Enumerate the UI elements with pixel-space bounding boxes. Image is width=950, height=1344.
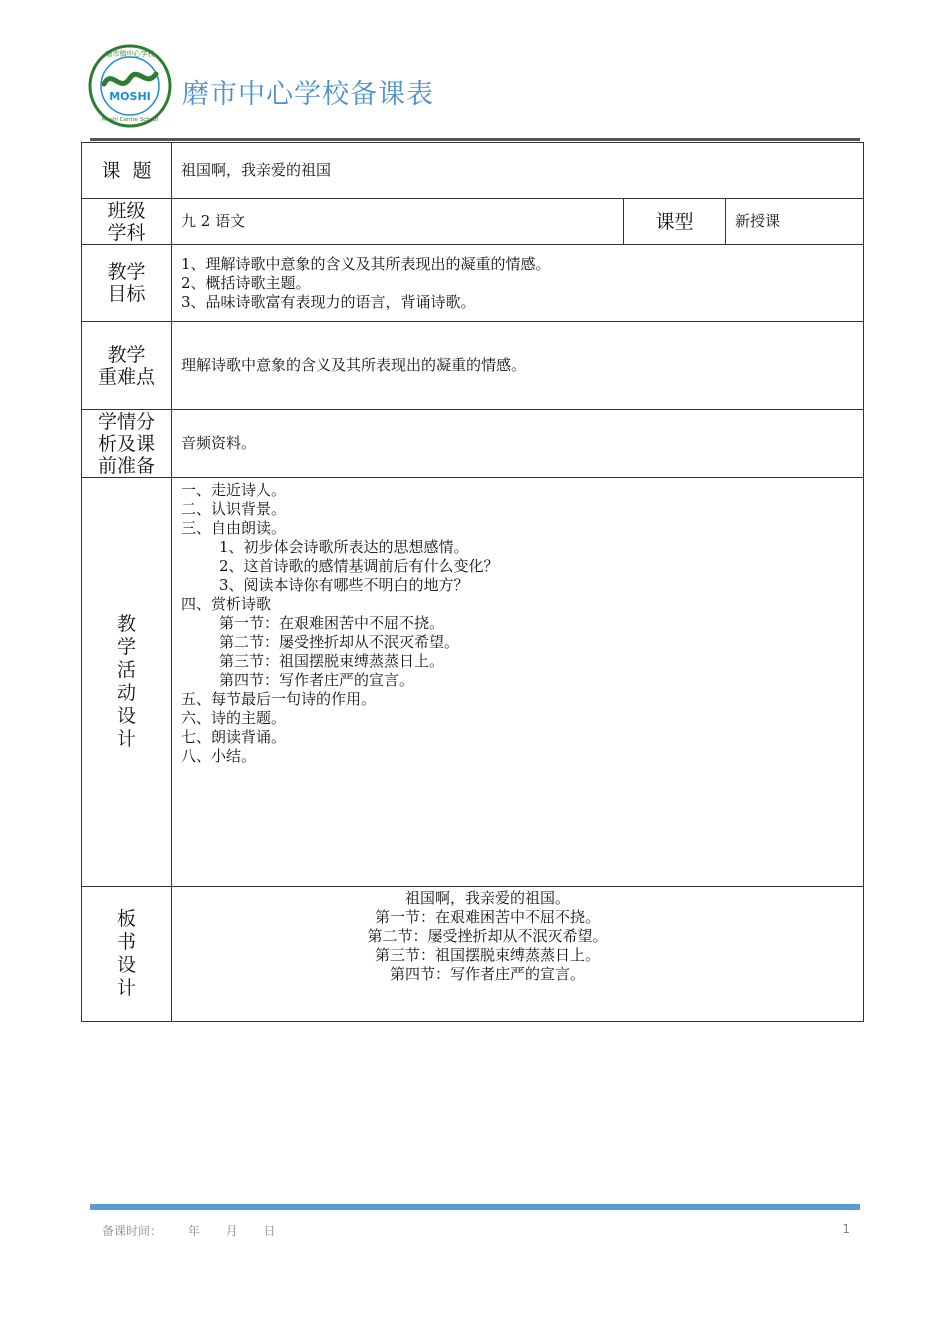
lesson-type-label: 课型 [624,199,726,245]
board-label [82,887,172,1022]
board-content [172,887,864,1022]
footer-date-label: 备课时间： [102,1224,163,1238]
row-activities [82,478,864,887]
page-number: 1 [842,1222,850,1236]
key-points-label [82,322,172,410]
goal-item: 3、品味诗歌富有表现力的语言，背诵诗歌。 [181,292,476,311]
footer-year: 年 [187,1224,200,1238]
activity-item: 一、走近诗人。 [181,481,287,499]
activities-label-char: 动 [116,682,136,704]
board-label-char: 书 [116,931,136,953]
class-value: 九 2 语文 [172,199,624,245]
topic-label: 课 题 [82,143,172,199]
goals-label-line-2: 目标 [107,283,146,305]
logo-center-text: MOSHI [109,90,151,103]
board-line: 第四节：写作者庄严的宣言。 [390,965,586,983]
row-class [82,199,864,245]
activities-label-char: 计 [116,728,136,750]
topic-value: 祖国啊，我亲爱的祖国 [172,143,864,199]
activity-item: 七、朗读背诵。 [181,728,287,746]
activities-label-char: 设 [116,705,136,727]
preparation-value: 音频资料。 [172,410,864,478]
prep-label-line-2: 析及课 [97,432,155,455]
key-points-value: 理解诗歌中意象的含义及其所表现出的凝重的情感。 [172,322,864,410]
row-topic [82,143,864,199]
footer-month: 月 [225,1224,238,1238]
logo-arc-text-bottom: Moshi Centre School [101,117,159,123]
board-lines [172,889,803,984]
activity-subitem: 3、阅读本诗你有哪些不明白的地方？ [219,576,469,594]
lesson-plan-table [81,142,864,1022]
goals-list [172,245,864,322]
activities-label-char: 活 [116,659,136,681]
footer-date [102,1222,298,1239]
board-label-char: 板 [116,908,136,930]
class-label-line-1: 班级 [107,199,146,222]
prep-label-line-1: 学情分 [97,410,155,433]
class-subject-label [82,199,172,245]
row-goals [82,245,864,322]
activity-subitem: 第三节：祖国摆脱束缚蒸蒸日上。 [219,652,445,670]
board-line: 第二节：屡受挫折却从不泯灭希望。 [367,927,608,945]
activity-item: 八、小结。 [181,747,257,765]
header-divider [90,138,860,141]
activity-subitem: 第二节：屡受挫折却从不泯灭希望。 [219,633,460,651]
goal-item: 2、概括诗歌主题。 [181,273,311,292]
lesson-type-value: 新授课 [726,199,864,245]
goals-label [82,245,172,322]
activity-subitem: 第一节：在艰难困苦中不屈不挠。 [219,614,445,632]
logo-arc-text-top: 磨市镇中心学校 [105,50,155,58]
school-logo [88,44,172,128]
board-line: 第一节：在艰难困苦中不屈不挠。 [375,908,601,926]
activity-subitem: 1、初步体会诗歌所表达的思想感情。 [219,538,469,556]
board-label-char: 计 [116,977,136,999]
activity-subitem: 2、这首诗歌的感情基调前后有什么变化？ [219,557,499,575]
footer-bar [90,1204,860,1210]
row-key-points [82,322,864,410]
school-title: 磨市中心学校备课表 [182,79,434,110]
prep-label-line-3: 前准备 [97,454,155,477]
activity-subitem: 第四节：写作者庄严的宣言。 [219,671,415,689]
activity-item: 五、每节最后一句诗的作用。 [181,690,377,708]
class-label-line-2: 学科 [107,221,146,244]
activities-label-char: 学 [116,636,136,658]
footer-day: 日 [263,1224,276,1238]
goal-item: 1、理解诗歌中意象的含义及其所表现出的凝重的情感。 [181,254,551,273]
activity-item: 四、赏析诗歌 [181,595,272,613]
key-label-line-2: 重难点 [97,365,155,388]
row-preparation [82,410,864,478]
board-line: 第三节：祖国摆脱束缚蒸蒸日上。 [375,946,601,964]
board-label-char: 设 [116,954,136,976]
activities-list [172,478,864,887]
activity-item: 六、诗的主题。 [181,709,287,727]
activity-item: 三、自由朗读。 [181,519,287,537]
goals-label-line-1: 教学 [107,261,146,283]
activities-label-char: 教 [116,613,136,635]
row-board [82,887,864,1022]
preparation-label [82,410,172,478]
board-title-line: 祖国啊，我亲爱的祖国。 [405,889,571,907]
activities-label [82,478,172,887]
key-label-line-1: 教学 [107,343,146,366]
activity-item: 二、认识背景。 [181,500,287,518]
